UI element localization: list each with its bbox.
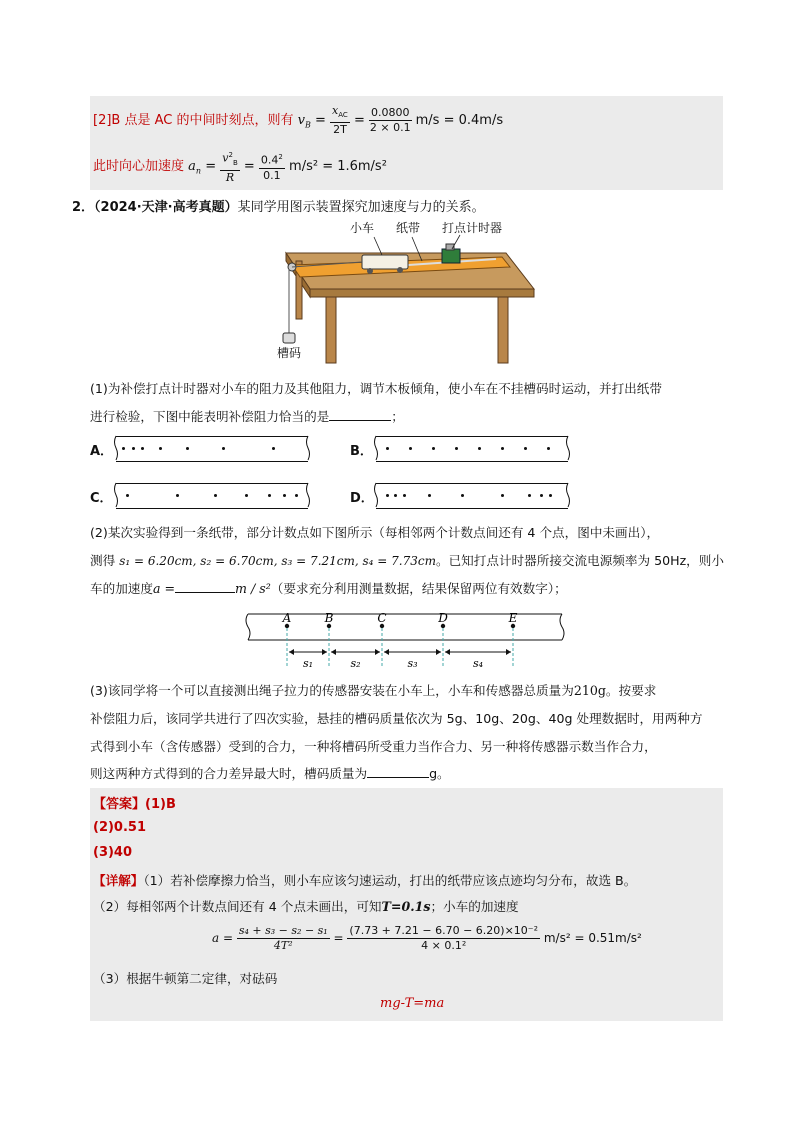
question-header xyxy=(72,196,485,215)
part2-line1: (2)某次实验得到一条纸带，部分计数点如下图所示（每相邻两个计数点间还有 4 个点，图中未画出）， xyxy=(90,525,660,540)
question-source: （2024·天津·高考真题） xyxy=(94,200,238,215)
solution-prefix: [2] xyxy=(93,113,112,129)
option-tape xyxy=(116,436,308,462)
part2-line2: 测得 s₁ = 6.20cm, s₂ = 6.70cm, s₃ = 7.21cm, s₄ = 7.73cm。已知打点计时器所接交流电源频率为 50Hz，则小 xyxy=(90,553,724,568)
answer-3: (3)40 xyxy=(93,845,133,860)
solution-line-acceleration: 此时向心加速度 $a_n$ = $\frac{v^2_B}{R}$ = $\frac{0.4^2}{0.1}$ m/s² = 1.6m/s² xyxy=(93,148,387,185)
tape-dot xyxy=(295,494,298,497)
part3-line2: 补偿阻力后，该同学共进行了四次实验，悬挂的槽码质量依次为 5g、10g、20g、40g 处理数据时，用两种方 xyxy=(90,711,703,726)
option-label[interactable]: B． xyxy=(350,444,373,459)
measurement-values: s₁ = 6.20cm, s₂ = 6.70cm, s₃ = 7.21cm, s₄ = 7.73cm xyxy=(119,554,436,568)
tape-dot xyxy=(132,447,135,450)
velocity-result: m/s = 0.4m/s xyxy=(415,113,504,129)
timer xyxy=(442,249,460,263)
answer-1: (1)B xyxy=(145,797,176,812)
label-tape: 纸带 xyxy=(396,221,421,235)
detail-line1: 【详解】（1）若补偿摩擦力恰当，则小车应该匀速运动，打出的纸带应该点迹均匀分布，故选 B。 xyxy=(93,873,637,888)
newton-equation: mg-T=ma xyxy=(380,996,445,1011)
detail-line3: （3）根据牛顿第二定律，对砝码 xyxy=(93,971,278,986)
tape-dot xyxy=(176,494,179,497)
tape-dot xyxy=(461,494,464,497)
cart xyxy=(362,255,408,269)
option-label[interactable]: C． xyxy=(90,491,113,506)
answer-label: 【答案】 xyxy=(93,797,146,812)
option-tape xyxy=(376,436,568,462)
label-weight: 槽码 xyxy=(277,346,302,360)
segment-label: s₃ xyxy=(407,657,418,670)
acceleration-formula: a = $\frac{\text{s₄ + s₃ − s₂ − s₁}}{\text{4T²}}$ = $\frac{\text{(7.73 + 7.21 − 6.70 − 6.20)×10⁻²}}{\text{4 × 0.1²}}$ m/s² = 0.51m/s² xyxy=(212,924,642,952)
answer-label-line xyxy=(93,793,176,812)
point-label: D xyxy=(438,611,448,625)
apparatus-figure xyxy=(270,215,550,365)
tape-dot xyxy=(540,494,543,497)
part3-line3: 式得到小车（含传感器）受到的合力，一种将槽码所受重力当作合力、另一种将传感器示数当作合力， xyxy=(90,739,657,754)
solution-text: B 点是 AC 的中间时刻点，则有 xyxy=(111,113,294,129)
segment-label: s₂ xyxy=(350,657,361,670)
option-tape xyxy=(376,483,568,509)
tape-dot xyxy=(126,494,129,497)
detail-label: 【详解】 xyxy=(93,873,144,888)
label-timer: 打点计时器 xyxy=(442,221,503,235)
part1-line1: (1)为补偿打点计时器对小车的阻力及其他阻力，调节木板倾角，使小车在不挂槽码时运动，并打出纸带 xyxy=(90,381,662,396)
solution-text: 此时向心加速度 xyxy=(93,158,185,174)
answer-blank[interactable] xyxy=(367,777,429,778)
tape-dot xyxy=(159,447,162,450)
option-tape xyxy=(116,483,308,509)
answer-blank[interactable] xyxy=(329,420,391,421)
option-label[interactable]: D． xyxy=(350,491,374,506)
table-leg xyxy=(498,297,508,363)
tape-dot xyxy=(386,447,389,450)
point-label: E xyxy=(508,611,518,625)
acceleration-result: m/s² = 1.6m/s² xyxy=(289,158,387,174)
tape-dot xyxy=(386,494,389,497)
part2-line3: 车的加速度a = m / s²（要求充分利用测量数据，结果保留两位有效数字）； xyxy=(90,581,567,596)
point-label: B xyxy=(324,611,334,625)
question-number: 2． xyxy=(72,200,95,215)
tape-dot xyxy=(272,447,275,450)
solution-line-velocity: [2]B 点是 AC 的中间时刻点，则有 $v_B$ = $\frac{x_{AC}}{2T}$ = $\frac{0.0800}{2 \times 0.1}$ m/s = 0.4m/s xyxy=(93,104,504,137)
ticker-tape-diagram xyxy=(240,604,570,674)
tape-dot xyxy=(222,447,225,450)
point-label: A xyxy=(282,611,292,625)
tape-dot xyxy=(186,447,189,450)
part3-line4: 则这两种方式得到的合力差异最大时，槽码质量为 g。 xyxy=(90,766,450,781)
segment-label: s₄ xyxy=(472,657,484,670)
tape-dot xyxy=(394,494,397,497)
table-leg xyxy=(326,297,336,363)
hanging-weight xyxy=(283,333,295,343)
option-label[interactable]: A． xyxy=(90,444,114,459)
label-cart: 小车 xyxy=(350,221,375,235)
part1-line2: 进行检验，下图中能表明补偿阻力恰当的是 ； xyxy=(90,409,404,424)
answer-blank[interactable] xyxy=(175,592,235,593)
detail-line2: （2）每相邻两个计数点间还有 4 个点未画出，可知T=0.1s；小车的加速度 xyxy=(93,899,519,914)
segment-label: s₁ xyxy=(302,657,314,670)
answer-2: (2)0.51 xyxy=(93,820,147,835)
question-stem: 某同学用图示装置探究加速度与力的关系。 xyxy=(237,200,485,215)
point-label: C xyxy=(377,611,387,625)
part3-line1: (3)该同学将一个可以直接测出绳子拉力的传感器安装在小车上，小车和传感器总质量为210g。按要求 xyxy=(90,683,657,698)
